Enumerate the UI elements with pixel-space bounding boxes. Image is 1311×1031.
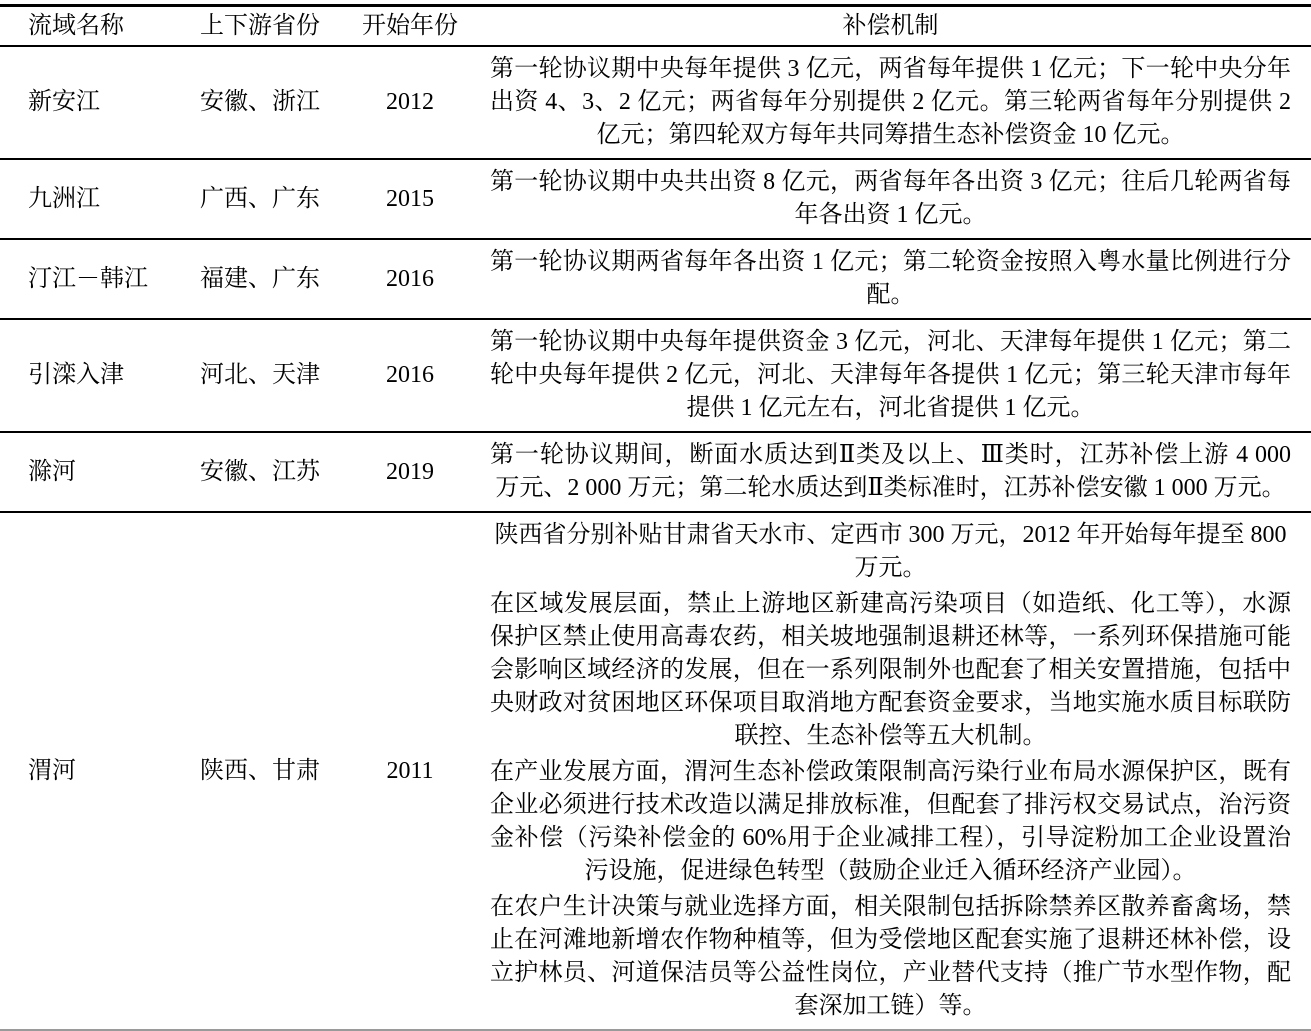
basin-name: 新安江 — [28, 89, 100, 115]
mechanism-cell — [470, 159, 1311, 239]
provinces: 广西、广东 — [200, 185, 320, 212]
mechanism-cell — [470, 512, 1311, 1030]
provinces: 陕西、甘肃 — [200, 757, 320, 784]
start-year: 2012 — [386, 89, 434, 115]
col-header-start-year: 开始年份 — [350, 6, 470, 47]
table-row-jiuzhoujiang — [0, 159, 1311, 239]
table-row-tingjiang-hanjiang — [0, 239, 1311, 319]
start-year: 2016 — [386, 265, 434, 292]
mechanism-paragraph: 第一轮协议期中央每年提供资金 3 亿元，河北、天津每年提供 1 亿元；第二轮中央每年提供 2 亿元，河北、天津每年各提供 1 亿元；第三轮天津市每年提供 1 亿元左右，河北省提供 1 亿元。 — [490, 329, 1291, 421]
provinces: 福建、广东 — [200, 265, 320, 292]
basin-name: 九洲江 — [28, 185, 100, 212]
table-row-chuhe — [0, 432, 1311, 512]
provinces: 安徽、江苏 — [200, 458, 320, 485]
mechanism-cell — [470, 432, 1311, 512]
provinces: 河北、天津 — [200, 362, 320, 388]
table-row-yinluanrujin — [0, 319, 1311, 432]
mechanism-paragraph: 第一轮协议期中央每年提供 3 亿元，两省每年提供 1 亿元；下一轮中央分年出资 4、3、2 亿元；两省每年分别提供 2 亿元。第三轮两省每年分别提供 2 亿元；第四轮双方每年共同筹措生态补偿资金 10 亿元。 — [490, 56, 1291, 148]
mechanism-paragraph: 在农户生计决策与就业选择方面，相关限制包括拆除禁养区散养畜禽场，禁止在河滩地新增农作物种植等，但为受偿地区配套实施了退耕还林补偿，设立护林员、河道保洁员等公益性岗位，产业替代支持（推广节水型作物，配套深加工链）等。 — [490, 894, 1291, 1019]
table-row-weihe — [0, 512, 1311, 1030]
mechanism-cell — [470, 46, 1311, 159]
mechanism-paragraph: 在区域发展层面，禁止上游地区新建高污染项目（如造纸、化工等），水源保护区禁止使用高毒农药，相关坡地强制退耕还林等，一系列环保措施可能会影响区域经济的发展，但在一系列限制外也配套了相关安置措施，包括中央财政对贫困地区环保项目取消地方配套资金要求，当地实施水质目标联防联控、生态补偿等五大机制。 — [490, 591, 1291, 749]
start-year: 2015 — [386, 185, 434, 212]
basin-name: 渭河 — [28, 757, 76, 784]
col-header-provinces: 上下游省份 — [170, 6, 350, 47]
table-header-row — [0, 6, 1311, 47]
start-year: 2016 — [386, 362, 434, 388]
basin-name: 引滦入津 — [28, 362, 124, 388]
provinces: 安徽、浙江 — [200, 89, 320, 115]
mechanism-paragraph: 陕西省分别补贴甘肃省天水市、定西市 300 万元，2012 年开始每年提至 800 万元。 — [494, 522, 1287, 581]
start-year: 2011 — [386, 757, 434, 784]
mechanism-paragraph: 第一轮协议期间，断面水质达到Ⅱ类及以上、Ⅲ类时，江苏补偿上游 4 000 万元、2 000 万元；第二轮水质达到Ⅱ类标准时，江苏补偿安徽 1 000 万元。 — [490, 442, 1291, 501]
mechanism-cell — [470, 239, 1311, 319]
basin-name: 汀江－韩江 — [28, 265, 148, 292]
mechanism-paragraph: 在产业发展方面，渭河生态补偿政策限制高污染行业布局水源保护区，既有企业必须进行技术改造以满足排放标准，但配套了排污权交易试点，治污资金补偿（污染补偿金的 60%用于企业减排工程），引导淀粉加工企业设置治污设施，促进绿色转型（鼓励企业迁入循环经济产业园）。 — [490, 759, 1291, 884]
mechanism-cell — [470, 319, 1311, 432]
mechanism-paragraph: 第一轮协议期两省每年各出资 1 亿元；第二轮资金按照入粤水量比例进行分配。 — [490, 249, 1291, 308]
col-header-basin-name: 流域名称 — [0, 6, 170, 47]
table-row-xinanjiang — [0, 46, 1311, 159]
mechanism-paragraph: 第一轮协议期中央共出资 8 亿元，两省每年各出资 3 亿元；往后几轮两省每年各出资 1 亿元。 — [490, 169, 1291, 228]
col-header-mechanism: 补偿机制 — [470, 6, 1311, 47]
start-year: 2019 — [386, 458, 434, 485]
compensation-table — [0, 4, 1311, 1031]
basin-name: 滁河 — [28, 458, 76, 485]
